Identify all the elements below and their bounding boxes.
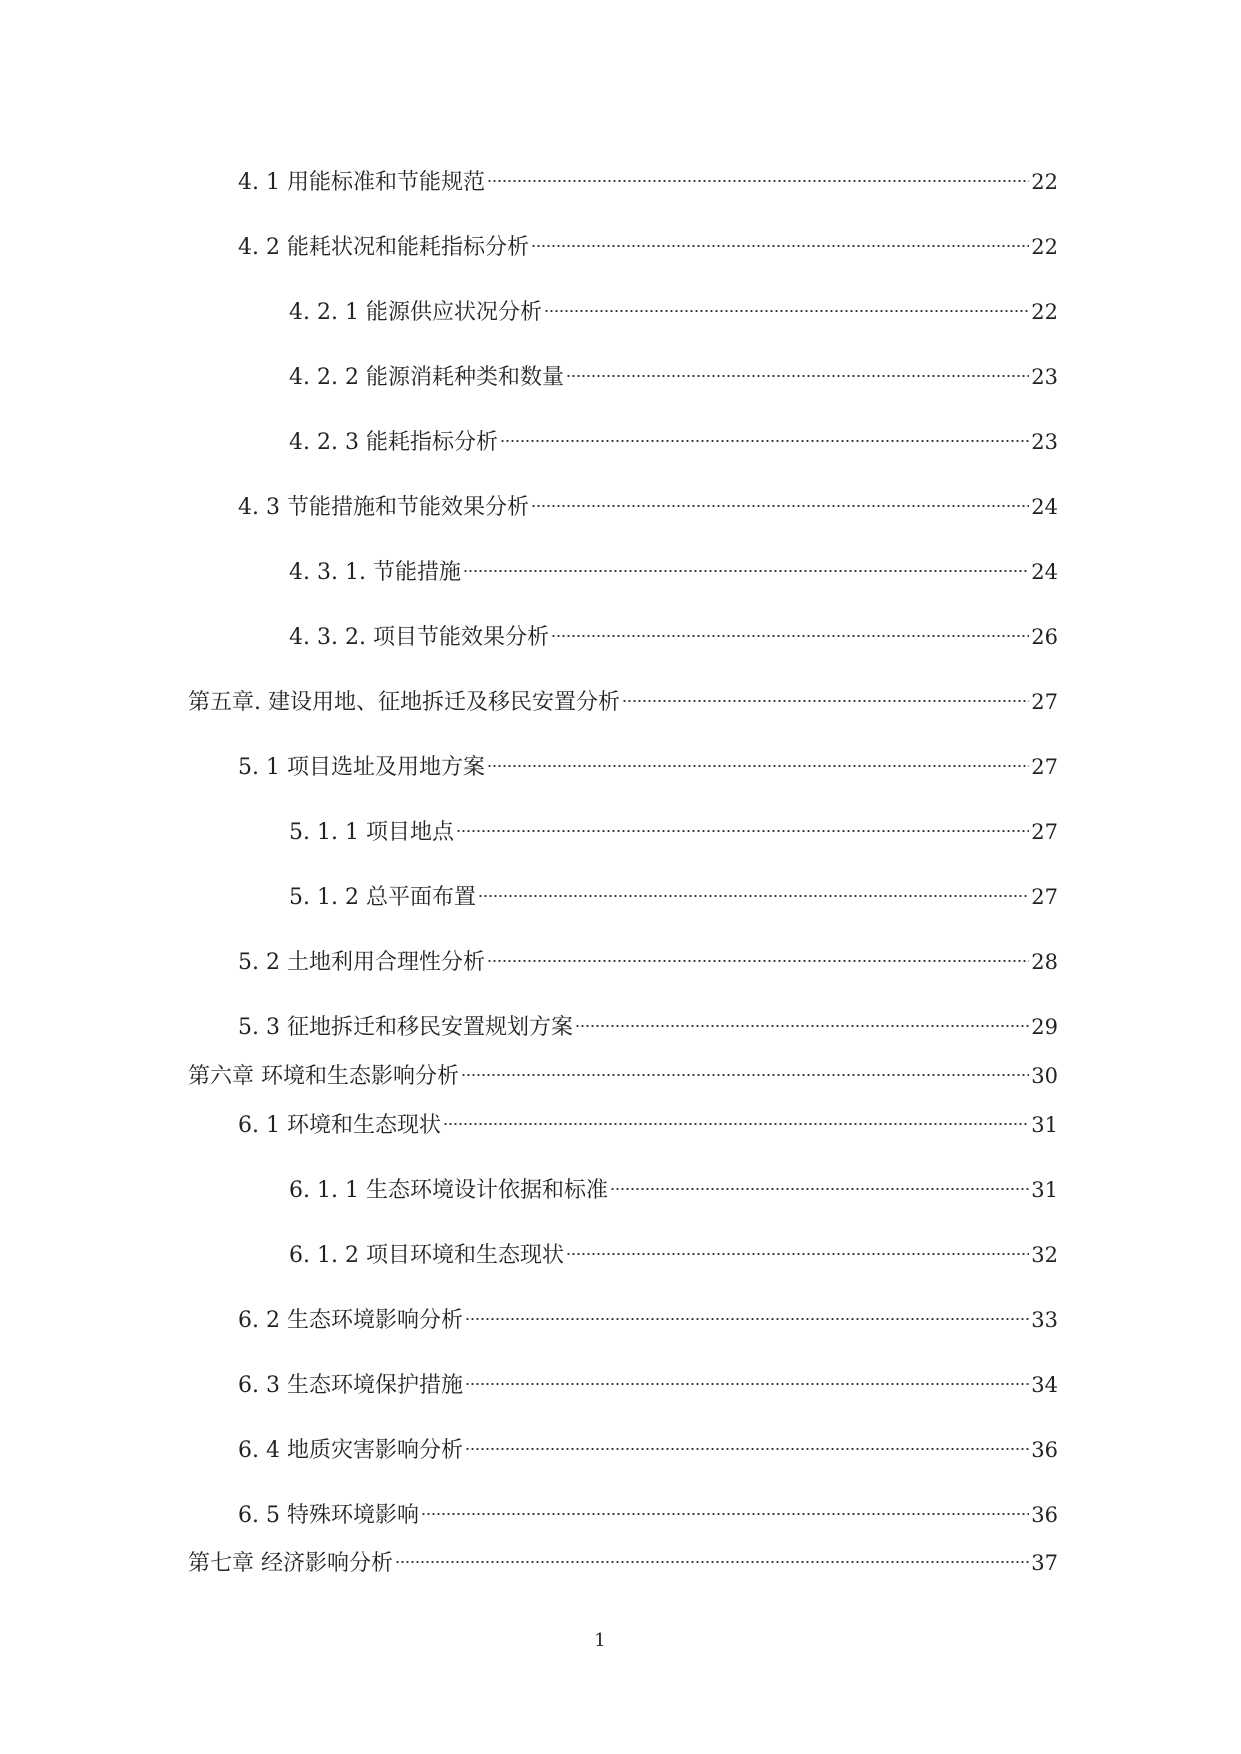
- toc-entry-page: 23: [1031, 430, 1058, 454]
- toc-entry[interactable]: [289, 817, 1058, 847]
- toc-entry[interactable]: [188, 1548, 1058, 1578]
- page-number: 1: [594, 1630, 606, 1651]
- toc-entry[interactable]: [289, 1240, 1058, 1270]
- dot-leader: [465, 1447, 1029, 1451]
- dot-leader: [463, 569, 1029, 573]
- toc-entry[interactable]: [289, 557, 1058, 587]
- toc-entry-label: 5. 1. 2 总平面布置: [289, 885, 476, 910]
- toc-entry-label: 4. 2 能耗状况和能耗指标分析: [238, 235, 529, 260]
- dot-leader: [478, 894, 1029, 898]
- toc-entry-page: 36: [1031, 1438, 1058, 1462]
- dot-leader: [443, 1122, 1029, 1126]
- toc-entry-page: 36: [1031, 1503, 1058, 1527]
- dot-leader: [531, 244, 1029, 248]
- toc-entry[interactable]: [289, 1175, 1058, 1205]
- toc-entry-label: 5. 3 征地拆迁和移民安置规划方案: [238, 1015, 573, 1040]
- dot-leader: [610, 1187, 1029, 1191]
- toc-entry-page: 37: [1031, 1551, 1058, 1575]
- toc-entry-page: 27: [1031, 755, 1058, 779]
- toc-entry-label: 6. 5 特殊环境影响: [238, 1503, 419, 1528]
- toc-entry-label: 第五章. 建设用地、征地拆迁及移民安置分析: [188, 690, 620, 715]
- toc-entry-label: 6. 1. 2 项目环境和生态现状: [289, 1243, 564, 1268]
- toc-entry-page: 23: [1031, 365, 1058, 389]
- dot-leader: [461, 1073, 1029, 1077]
- toc-entry[interactable]: [289, 427, 1058, 457]
- toc-entry-label: 5. 2 土地利用合理性分析: [238, 950, 485, 975]
- dot-leader: [487, 764, 1029, 768]
- toc-entry-page: 28: [1031, 950, 1058, 974]
- toc-entry-page: 22: [1031, 170, 1058, 194]
- toc-entry-label: 6. 1 环境和生态现状: [238, 1113, 441, 1138]
- toc-entry[interactable]: [188, 1061, 1058, 1091]
- toc-entry-page: 27: [1031, 820, 1058, 844]
- toc-entry[interactable]: [238, 1012, 1058, 1042]
- toc-entry-page: 31: [1031, 1113, 1058, 1137]
- toc-entry-label: 4. 2. 2 能源消耗种类和数量: [289, 365, 564, 390]
- toc-entry[interactable]: [238, 492, 1058, 522]
- toc-entry-label: 第六章 环境和生态影响分析: [188, 1064, 459, 1089]
- toc-entry[interactable]: [238, 232, 1058, 262]
- toc-entry[interactable]: [238, 167, 1058, 197]
- dot-leader: [500, 439, 1029, 443]
- dot-leader: [575, 1024, 1029, 1028]
- toc-entry-page: 30: [1031, 1064, 1058, 1088]
- toc-entry-label: 4. 2. 1 能源供应状况分析: [289, 300, 542, 325]
- dot-leader: [421, 1512, 1029, 1516]
- toc-entry[interactable]: [238, 1110, 1058, 1140]
- toc-entry-label: 6. 3 生态环境保护措施: [238, 1373, 463, 1398]
- toc-entry-label: 4. 2. 3 能耗指标分析: [289, 430, 498, 455]
- toc-entry[interactable]: [289, 362, 1058, 392]
- dot-leader: [456, 829, 1029, 833]
- toc-entry-label: 5. 1 项目选址及用地方案: [238, 755, 485, 780]
- dot-leader: [465, 1317, 1029, 1321]
- toc-entry[interactable]: [238, 1305, 1058, 1335]
- toc-entry-page: 29: [1031, 1015, 1058, 1039]
- toc-entry-page: 31: [1031, 1178, 1058, 1202]
- toc-entry-page: 34: [1031, 1373, 1058, 1397]
- toc-entry-label: 4. 3. 1. 节能措施: [289, 560, 461, 585]
- toc-entry-page: 22: [1031, 235, 1058, 259]
- toc-entry-label: 5. 1. 1 项目地点: [289, 820, 454, 845]
- toc-entry[interactable]: [238, 1435, 1058, 1465]
- dot-leader: [487, 959, 1029, 963]
- toc-entry-label: 第七章 经济影响分析: [188, 1551, 393, 1576]
- toc-entry[interactable]: [238, 1500, 1058, 1530]
- toc-entry-label: 6. 1. 1 生态环境设计依据和标准: [289, 1178, 608, 1203]
- toc-entry-page: 27: [1031, 885, 1058, 909]
- dot-leader: [622, 699, 1029, 703]
- dot-leader: [465, 1382, 1029, 1386]
- dot-leader: [395, 1560, 1029, 1564]
- toc-entry[interactable]: [289, 297, 1058, 327]
- toc-entry-page: 22: [1031, 300, 1058, 324]
- toc-entry[interactable]: [238, 752, 1058, 782]
- toc-entry-page: 33: [1031, 1308, 1058, 1332]
- toc-entry-page: 26: [1031, 625, 1058, 649]
- dot-leader: [566, 1252, 1029, 1256]
- toc-entry-page: 32: [1031, 1243, 1058, 1267]
- dot-leader: [551, 634, 1029, 638]
- toc-entry[interactable]: [238, 947, 1058, 977]
- toc-entry-label: 4. 3. 2. 项目节能效果分析: [289, 625, 549, 650]
- dot-leader: [531, 504, 1029, 508]
- dot-leader: [544, 309, 1029, 313]
- dot-leader: [487, 179, 1029, 183]
- toc-entry-label: 4. 1 用能标准和节能规范: [238, 170, 485, 195]
- toc-entry-label: 6. 4 地质灾害影响分析: [238, 1438, 463, 1463]
- toc-entry-page: 24: [1031, 560, 1058, 584]
- toc-entry[interactable]: [289, 882, 1058, 912]
- toc-entry[interactable]: [238, 1370, 1058, 1400]
- toc-entry-label: 6. 2 生态环境影响分析: [238, 1308, 463, 1333]
- toc-entry[interactable]: [188, 687, 1058, 717]
- toc-entry[interactable]: [289, 622, 1058, 652]
- dot-leader: [566, 374, 1029, 378]
- toc-entry-label: 4. 3 节能措施和节能效果分析: [238, 495, 529, 520]
- toc-entry-page: 24: [1031, 495, 1058, 519]
- toc-entry-page: 27: [1031, 690, 1058, 714]
